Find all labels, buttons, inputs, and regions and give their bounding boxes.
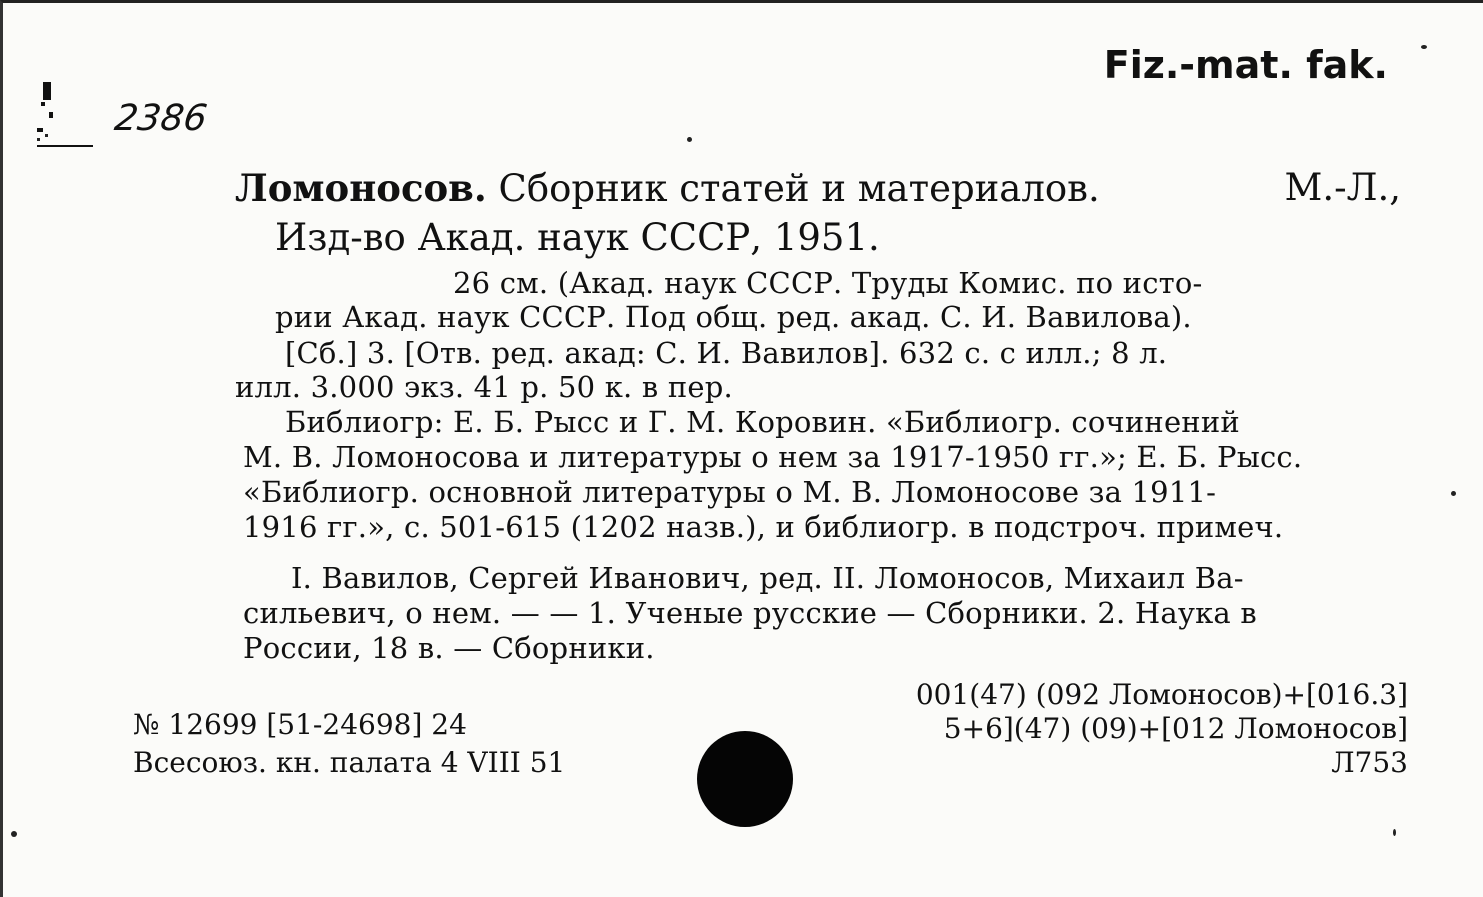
classification-line: 5+6](47) (09)+[012 Ломоносов] (943, 712, 1408, 745)
title-author: Ломоносов. (235, 166, 487, 210)
classification-line: Л753 (1331, 746, 1408, 779)
speck-mark (1393, 829, 1396, 836)
speck-mark (11, 831, 17, 837)
description-line: [Сб.] 3. [Отв. ред. акад: С. И. Вавилов]. 632 с. с илл.; 8 л. (285, 336, 1168, 370)
registry-number: № 12699 [51-24698] 24 (133, 708, 467, 741)
speck-mark (1421, 45, 1427, 49)
punch-hole (697, 731, 793, 827)
handwritten-number: 2386 (112, 98, 210, 139)
description-line: «Библиогр. основной литературы о М. В. Ломоносове за 1911- (243, 475, 1217, 509)
faculty-label: Fiz.-mat. fak. (1103, 43, 1388, 87)
subject-line: России, 18 в. — Сборники. (243, 631, 655, 665)
classification-line: 001(47) (092 Ломоносов)+[016.3] (915, 678, 1408, 711)
description-line: илл. 3.000 экз. 41 р. 50 к. в пер. (235, 370, 733, 404)
description-line: рии Акад. наук СССР. Под общ. ред. акад. С. И. Вавилова). (275, 300, 1192, 334)
speck-mark (687, 137, 692, 142)
description-line: Библиогр: Е. Б. Рысс и Г. М. Коровин. «Библиогр. сочинений (285, 405, 1240, 439)
description-line: М. В. Ломоносова и литературы о нем за 1917-1950 гг.»; Е. Б. Рысс. (243, 440, 1303, 474)
registry-source: Всесоюз. кн. палата 4 VIII 51 (133, 746, 566, 779)
subject-line: I. Вавилов, Сергей Иванович, ред. II. Ломоносов, Михаил Ва- (291, 561, 1244, 595)
publication-place: М.-Л., (1284, 166, 1401, 209)
title-line (235, 166, 1100, 210)
subject-line: сильевич, о нем. — — 1. Ученые русские — Сборники. 2. Наука в (243, 596, 1257, 630)
speck-mark (1451, 491, 1456, 496)
description-line: 1916 гг.», с. 501-615 (1202 назв.), и библиогр. в подстроч. примеч. (243, 510, 1284, 544)
title-rest: Сборник статей и материалов. (486, 167, 1100, 210)
publisher-line: Изд-во Акад. наук СССР, 1951. (275, 216, 880, 259)
description-line: 26 см. (Акад. наук СССР. Труды Комис. по исто- (453, 266, 1203, 300)
corner-mark-icon (33, 68, 103, 158)
